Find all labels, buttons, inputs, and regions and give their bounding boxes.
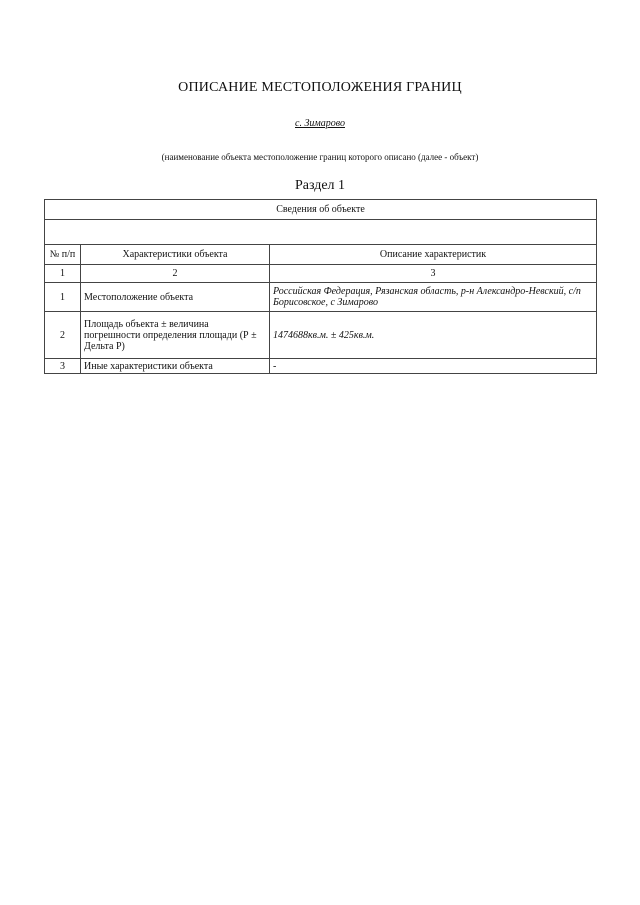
column-header-number: № п/п xyxy=(45,245,81,265)
row-number: 3 xyxy=(45,359,81,374)
row-characteristic: Иные характеристики объекта xyxy=(81,359,270,374)
column-index-1: 1 xyxy=(45,265,81,283)
column-header-characteristic: Характеристики объекта xyxy=(81,245,270,265)
table-blank-row xyxy=(45,220,597,245)
table-header: Сведения об объекте xyxy=(45,200,597,220)
object-info-table xyxy=(44,199,597,374)
row-description: 1474688кв.м. ± 425кв.м. xyxy=(270,312,597,359)
table-row xyxy=(45,359,597,374)
row-description: Российская Федерация, Рязанская область, р-н Александро-Невский, с/п Борисовское, с Зимарово xyxy=(270,283,597,312)
document-title: ОПИСАНИЕ МЕСТОПОЛОЖЕНИЯ ГРАНИЦ xyxy=(178,80,462,95)
row-characteristic: Площадь объекта ± величина погрешности определения площади (Р ± Дельта Р) xyxy=(81,312,270,359)
table-row xyxy=(45,283,597,312)
section-title: Раздел 1 xyxy=(294,178,346,193)
table-row xyxy=(45,312,597,359)
column-index-2: 2 xyxy=(81,265,270,283)
row-description: - xyxy=(270,359,597,374)
column-index-3: 3 xyxy=(270,265,597,283)
row-number: 2 xyxy=(45,312,81,359)
row-characteristic: Местоположение объекта xyxy=(81,283,270,312)
column-header-description: Описание характеристик xyxy=(270,245,597,265)
row-number: 1 xyxy=(45,283,81,312)
object-name: с. Зимарово xyxy=(295,118,345,129)
object-naming-note: (наименование объекта местоположение границ которого описано (далее - объект) xyxy=(161,152,479,162)
